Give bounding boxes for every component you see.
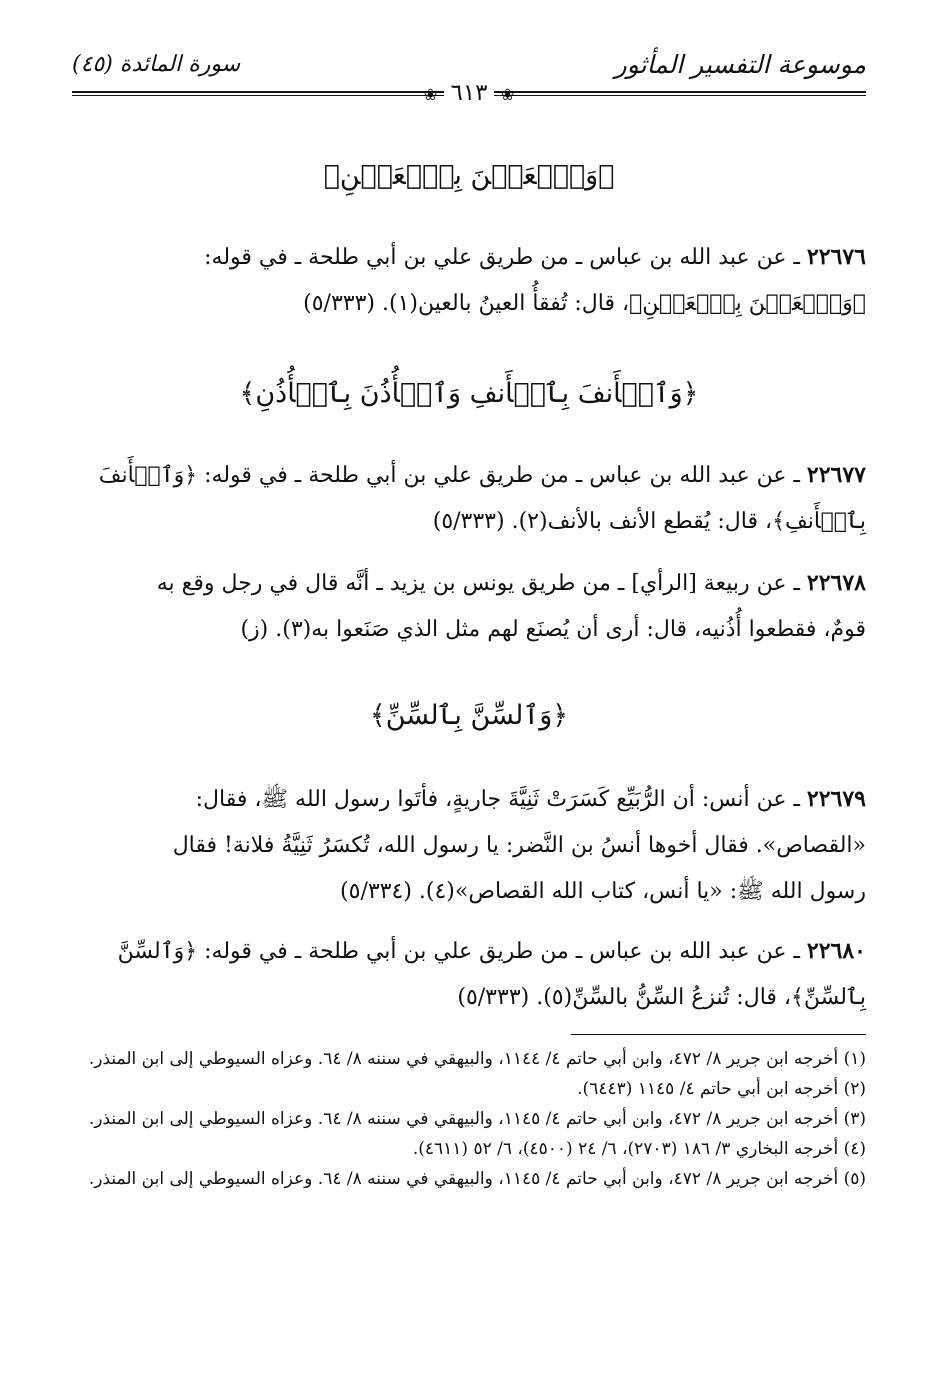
narration-entry: [72, 234, 866, 327]
narration-entry: [72, 452, 866, 545]
entry-text: ـ عن عبد الله بن عباس ـ من طريق علي بن أبي طلحة ـ في قوله: ﴿وَٱلۡأَنفَ: [98, 463, 800, 488]
entry-line: [72, 928, 866, 975]
entry-line: [72, 234, 866, 281]
entry-line: قومٌ، فقطعوا أُذُنيه، قال: أرى أن يُصنَع لهم مثل الذي صَنَعوا به(٣). (ز): [240, 617, 866, 642]
footnote: (٥) أخرجه ابن جرير ٨/ ٤٧٢، وابن أبي حاتم ٤/ ١١٤٥، والبيهقي في سننه ٨/ ٦٤. وعزاه السيوطي إلى ابن المنذر.: [88, 1169, 866, 1189]
entry-number: ٢٢٦٧٩: [806, 786, 866, 812]
entry-text: ـ عن أنس: أن الرُّبَيِّع كَسَرَتْ ثَنِيَّةَ جاريةٍ، فأتَوا رسول الله ﷺ، فقال:: [195, 787, 800, 812]
entry-line: بِٱلۡأَنفِ﴾، قال: يُقطع الأنف بالأنف(٢). (٥/٣٣٣): [432, 509, 866, 534]
sura-label: سورة المائدة (٤٥): [72, 52, 241, 77]
entry-line: [72, 560, 866, 607]
page-number: ٦١٣: [444, 80, 493, 106]
entry-line: ﴿وَٱلۡعَيۡنَ بِٱلۡعَيۡنِ﴾، قال: تُفقأُ العينُ بالعين(١). (٥/٣٣٣): [303, 291, 866, 316]
entry-line: [72, 776, 866, 823]
footnote: (٢) أخرجه ابن أبي حاتم ٤/ ١١٤٥ (٦٤٤٣).: [577, 1079, 866, 1099]
narration-entry: [72, 928, 866, 1021]
footnote-rule: [571, 1034, 866, 1035]
entry-number: ٢٢٦٧٨: [806, 570, 866, 596]
verse-heading: ﴿وَٱلۡعَيۡنَ بِٱلۡعَيۡنِ﴾: [323, 160, 615, 191]
entry-line: [72, 452, 866, 499]
book-title: موسوعة التفسير المأثور: [614, 50, 866, 79]
entry-text: ـ عن عبد الله بن عباس ـ من طريق علي بن أبي طلحة ـ في قوله:: [204, 245, 800, 270]
verse-heading: ﴿وَٱلسِّنَّ بِٱلسِّنِّ﴾: [369, 700, 569, 731]
entry-line: بِٱلسِّنِّ﴾، قال: تُنزعُ السِّنُّ بالسِّنِّ(٥). (٥/٣٣٣): [457, 985, 866, 1010]
footnote: (٤) أخرجه البخاري ٣/ ١٨٦ (٢٧٠٣)، ٦/ ٢٤ (٤٥٠٠)، ٦/ ٥٢ (٤٦١١).: [412, 1139, 866, 1159]
ornament-icon: ❀: [423, 85, 438, 104]
entry-number: ٢٢٦٨٠: [806, 938, 866, 964]
footnotes: [72, 1044, 866, 1194]
entry-text: ـ عن عبد الله بن عباس ـ من طريق علي بن أبي طلحة ـ في قوله: ﴿وَٱلسِّنَّ: [117, 939, 800, 964]
entry-text: ـ عن ربيعة [الرأي] ـ من طريق يونس بن يزيد ـ أنَّه قال في رجل وقع به: [156, 571, 800, 596]
verse-heading: ﴿وَٱلۡأَنفَ بِٱلۡأَنفِ وَٱلۡأُذُنَ بِٱلۡأُذُنِ﴾: [239, 378, 699, 409]
narration-entry: [72, 560, 866, 653]
entry-number: ٢٢٦٧٦: [806, 244, 866, 270]
entry-line: «القصاص». فقال أخوها أنسُ بن النَّضر: يا رسول الله، تُكسَرُ ثَنِيَّةُ فلانة! فقال: [172, 833, 866, 858]
footnote: (٣) أخرجه ابن جرير ٨/ ٤٧٢، وابن أبي حاتم ٤/ ١١٤٥، والبيهقي في سننه ٨/ ٦٤. وعزاه السيوطي إلى ابن المنذر.: [88, 1109, 866, 1129]
entry-line: رسول الله ﷺ: «يا أنس، كتاب الله القصاص»(٤). (٥/٣٣٤): [340, 879, 866, 904]
entry-number: ٢٢٦٧٧: [806, 462, 866, 488]
ornament-icon: ❀: [500, 85, 515, 104]
page-number-block: [0, 80, 938, 106]
narration-entry: [72, 776, 866, 915]
footnote: (١) أخرجه ابن جرير ٨/ ٤٧٢، وابن أبي حاتم ٤/ ١١٤٤، والبيهقي في سننه ٨/ ٦٤. وعزاه السيوطي إلى ابن المنذر.: [88, 1049, 866, 1069]
